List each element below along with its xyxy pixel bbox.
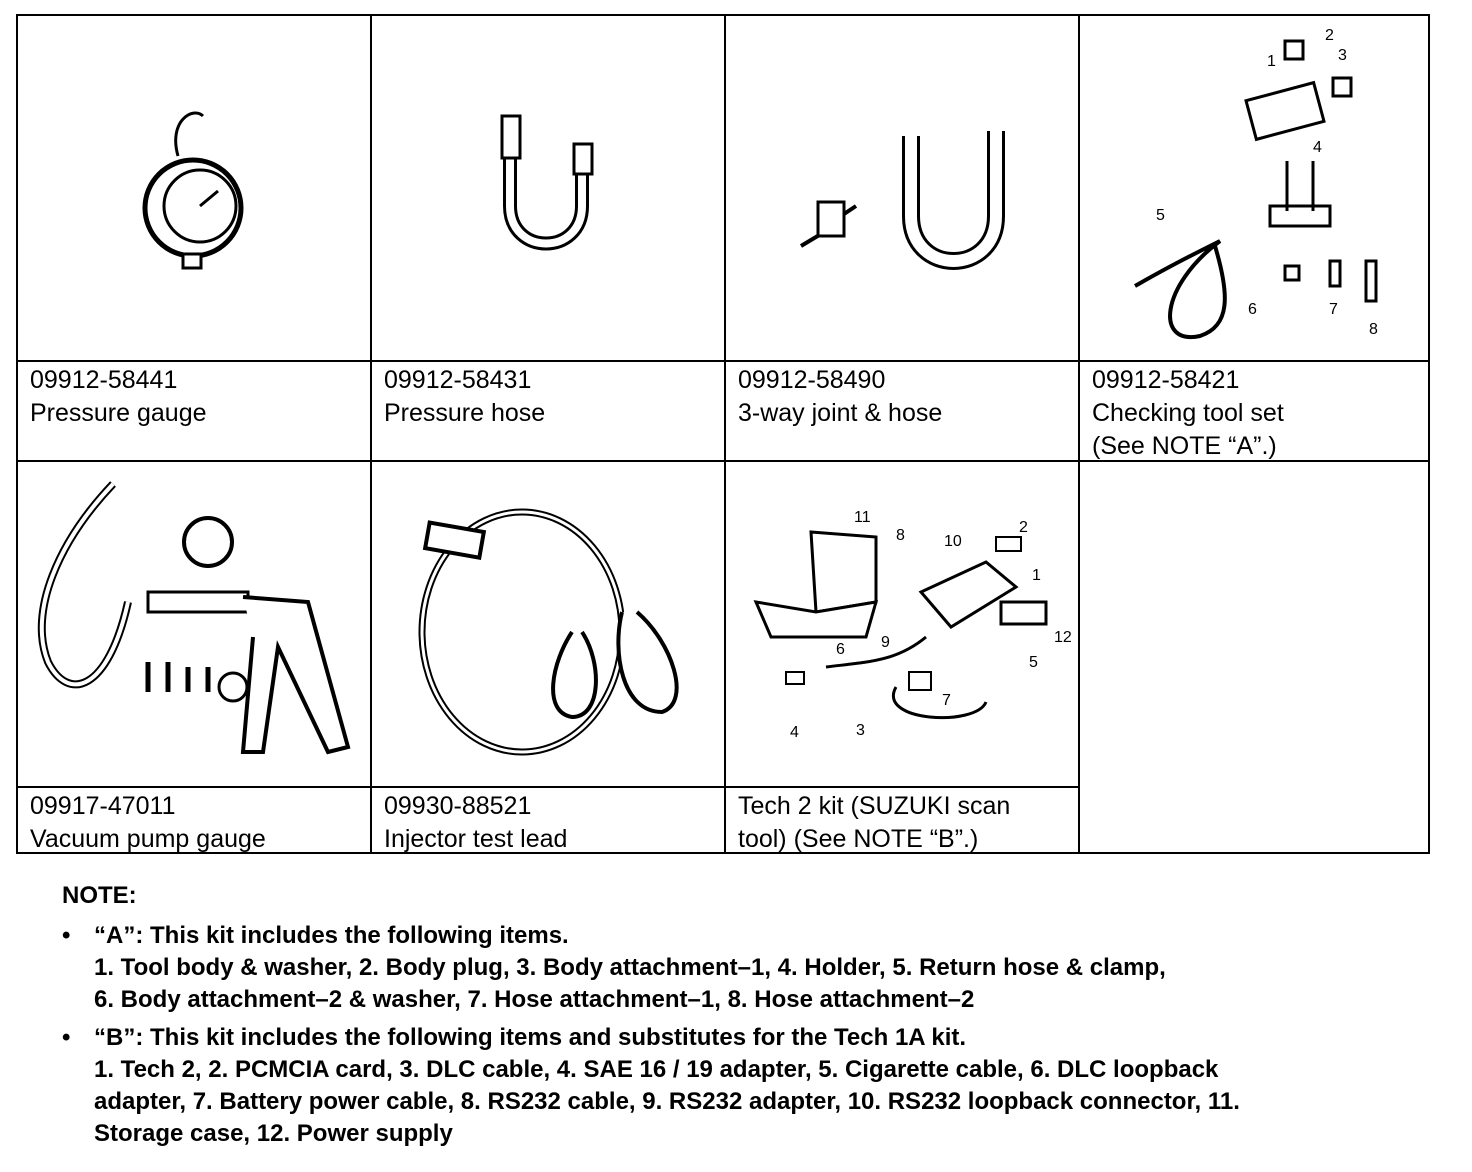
pressure-hose-illustration (372, 16, 724, 360)
tool-name: Checking tool set (1092, 399, 1284, 427)
tool-name: Tech 2 kit (SUZUKI scan (738, 792, 1011, 820)
special-tools-table (16, 14, 1430, 854)
tool-image-cell (724, 460, 1080, 788)
callout-label: 6 (836, 641, 845, 658)
note-heading: NOTE: (62, 882, 137, 909)
tool-caption-cell (370, 786, 726, 854)
part-number: 09912-58431 (384, 366, 532, 394)
callout-label: 4 (790, 724, 799, 741)
callout-label: 8 (896, 527, 905, 544)
callout-label: 2 (1019, 519, 1028, 536)
injector-test-lead-illustration (372, 462, 724, 786)
three-way-joint-illustration (726, 16, 1078, 360)
tool-caption-cell (370, 360, 726, 462)
bullet-icon: • (62, 1024, 71, 1051)
callout-label: 9 (881, 634, 890, 651)
notes-section (62, 880, 1452, 1156)
note-line: adapter, 7. Battery power cable, 8. RS232 cable, 9. RS232 adapter, 10. RS232 loopback connector, 11. (94, 1088, 1240, 1115)
note-line: Storage case, 12. Power supply (94, 1120, 453, 1147)
part-number: 09912-58421 (1092, 366, 1240, 394)
callout-label: 2 (1325, 27, 1334, 44)
bullet-icon: • (62, 922, 71, 949)
callout-label: 10 (944, 533, 962, 550)
callout-label: 7 (942, 692, 951, 709)
tool-image-cell (370, 460, 726, 788)
callout-label: 5 (1156, 207, 1165, 224)
callout-label: 8 (1369, 321, 1378, 338)
part-number: 09930-88521 (384, 792, 532, 820)
tool-image-cell (16, 14, 372, 362)
note-line: “A”: This kit includes the following items. (94, 922, 569, 949)
tool-name-note: (See NOTE “A”.) (1092, 432, 1277, 460)
callout-label: 11 (854, 509, 871, 526)
tool-caption-cell (1078, 360, 1430, 462)
tool-name: Vacuum pump gauge (30, 825, 266, 853)
part-number: 09917-47011 (30, 792, 176, 820)
note-a (62, 920, 1452, 1016)
tool-caption-cell (16, 786, 372, 854)
tool-name-note: tool) (See NOTE “B”.) (738, 825, 979, 853)
callout-label: 4 (1313, 139, 1322, 156)
note-line: 1. Tech 2, 2. PCMCIA card, 3. DLC cable, 4. SAE 16 / 19 adapter, 5. Cigarette cable, 6. DLC loopback (94, 1056, 1219, 1083)
callout-label: 5 (1029, 654, 1038, 671)
tool-caption-cell (724, 360, 1080, 462)
note-line: “B”: This kit includes the following items and substitutes for the Tech 1A kit. (94, 1024, 967, 1051)
note-line: 6. Body attachment–2 & washer, 7. Hose attachment–1, 8. Hose attachment–2 (94, 986, 975, 1013)
callout-label: 1 (1032, 567, 1041, 584)
tool-image-cell (1078, 14, 1430, 362)
note-line: 1. Tool body & washer, 2. Body plug, 3. Body attachment–1, 4. Holder, 5. Return hose & clamp, (94, 954, 1166, 981)
vacuum-pump-illustration (18, 462, 370, 786)
part-number: 09912-58441 (30, 366, 178, 394)
tool-name: Injector test lead (384, 825, 568, 853)
checking-tool-set-illustration (1080, 16, 1428, 360)
callout-label: 3 (856, 722, 865, 739)
tool-image-cell (16, 460, 372, 788)
part-number: 09912-58490 (738, 366, 886, 394)
tool-caption-cell (724, 786, 1080, 854)
tool-image-cell (370, 14, 726, 362)
note-b (62, 1022, 1452, 1150)
pressure-gauge-illustration (18, 16, 370, 360)
callout-label: 7 (1329, 301, 1338, 318)
callout-label: 3 (1338, 47, 1347, 64)
tool-caption-cell (16, 360, 372, 462)
tool-image-cell (724, 14, 1080, 362)
tool-name: Pressure gauge (30, 399, 207, 427)
empty-cell (1078, 460, 1430, 854)
tool-name: Pressure hose (384, 399, 546, 427)
tech2-kit-illustration (726, 462, 1078, 786)
callout-label: 1 (1267, 53, 1276, 70)
callout-label: 6 (1248, 301, 1257, 318)
tool-name: 3-way joint & hose (738, 399, 943, 427)
callout-label: 12 (1054, 629, 1072, 646)
